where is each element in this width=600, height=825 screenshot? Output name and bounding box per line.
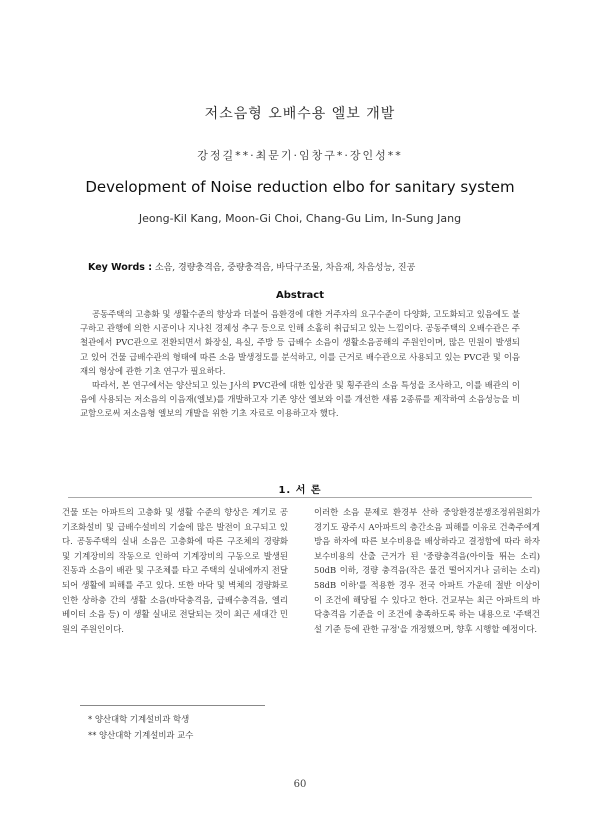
abstract-paragraph-2: 따라서, 본 연구에서는 양산되고 있는 J사의 PVC관에 대한 입상관 및 횡주관의 소음 특성을 조사하고, 이를 배관의 이음에 사용되는 저소음의 이음재(엘보)를 개발하고자 기존 양산 엘보와 이를 개선한 새롬 2종류를 제작하여 소음성능을 비교함으로써 저소음형 엘보의 개발을 위한 기초 자료로 이용하고자 했다. bbox=[80, 380, 520, 419]
section-heading-introduction: 1. 서 론 bbox=[278, 485, 322, 496]
footnote-student: * 양산대학 기계설비과 학생 bbox=[88, 714, 190, 724]
footnote-divider bbox=[80, 705, 265, 706]
paper-title-english: Development of Noise reduction elbo for sanitary system bbox=[85, 178, 515, 196]
keywords-label: Key Words : bbox=[88, 262, 153, 273]
intro-paragraph-right: 이러한 소음 문제로 환경부 산하 중앙환경분쟁조정위원회가 경기도 광주시 A아파트의 층간소음 피해를 이유로 건축주에게 방음 하자에 따른 보수비용을 배상하라고 결정함에 따라 하자보수비용의 산출 근거가 된 '중량충격음(아이들 뛰는 소리) 50dB 이하, 경량 충격음(작은 물건 떨어지거나 긁히는 소리) 58dB 이하'를 적용한 경우 전국 아파트 가운데 절반 이상이 이 조건에 해당될 수 있다고 한다. 건교부는 최근 아파트의 바닥충격음 기준을 이 조건에 충족하도록 하는 내용으로 '주택건설 기준 등에 관한 규정'을 개정했으며, 향후 시행할 예정이다. bbox=[314, 507, 540, 634]
section-divider bbox=[68, 497, 532, 498]
keywords-line bbox=[88, 260, 558, 273]
page-number: 60 bbox=[293, 779, 307, 790]
authors-english: Jeong-Kil Kang, Moon-Gi Choi, Chang-Gu Lim, In-Sung Jang bbox=[138, 212, 462, 225]
footnote-professor: ** 양산대학 기계설비과 교수 bbox=[88, 730, 194, 740]
abstract-heading: Abstract bbox=[275, 290, 325, 301]
abstract-paragraph-1: 공동주택의 고층화 및 생활수준의 향상과 더불어 음환경에 대한 거주자의 요구수준이 다양화, 고도화되고 있음에도 불구하고 관행에 의한 시공이나 지나친 경제성 추구 등으로 인해 소홀히 취급되고 있는 느낌이다. 공동주택의 오배수관은 주철관에서 PVC관으로 전환되면서 화장실, 욕실, 주방 등 급배수 소음이 생활소음공해의 주원인이며, 많은 민원이 발생되고 있어 건물 급배수관의 형태에 따른 소음 발생정도를 분석하고, 이를 근거로 배수관으로 사용되고 있는 PVC관 및 이음재의 형상에 관한 기초 연구가 필요하다. bbox=[80, 309, 520, 376]
paper-title-korean: 저소음형 오배수용 엘보 개발 bbox=[204, 106, 396, 122]
abstract-body bbox=[80, 307, 520, 421]
keywords-text: 소음, 경량충격음, 중량충격음, 바닥구조물, 차음재, 차음성능, 진공 bbox=[152, 263, 416, 273]
body-column-left bbox=[62, 505, 288, 636]
body-column-right bbox=[314, 505, 540, 636]
intro-paragraph-left: 건물 또는 아파트의 고층화 및 생활 수준의 향상은 계기로 공기조화설비 및 급배수설비의 기술에 많은 발전이 요구되고 있다. 공동주택의 실내 소음은 고층화에 따른 구조체의 경량화 및 기계장비의 작동으로 인하여 기계장비의 구동으로 발생된 진동과 소음이 배관 및 구조체를 타고 주택의 실내에까지 전달되어 생활에 피해를 주고 있다. 또한 바닥 및 벽체의 경량화로 인한 상하층 간의 생활 소음(바닥충격음, 급배수충격음, 엘리베이터 소음 등) 이 생활 실내로 전달되는 것이 최근 세대간 민원의 주원인이다. bbox=[62, 507, 288, 634]
authors-korean: 강정길**·최문기·임창구*·장인성** bbox=[197, 149, 403, 162]
